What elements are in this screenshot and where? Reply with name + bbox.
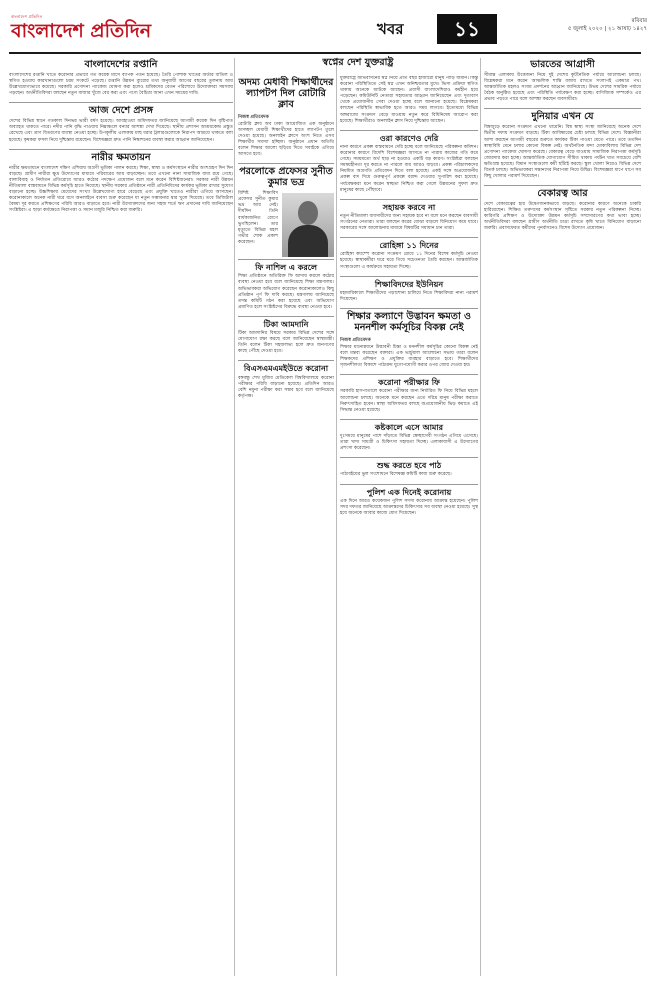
- logo-tagline: বাংলাদেশ প্রতিদিন: [11, 14, 43, 19]
- article[interactable]: [340, 280, 478, 303]
- article-body: এক দিনে আরও কয়েকজন পুলিশ সদস্য করোনায় আক্রান্ত হয়েছেন। পুলিশ সদর দফতর জানিয়েছে আক্রান্তদের চিকিৎসার সব ব্যবস্থা নেওয়া হয়েছে। সুস্থ হয়ে অনেকে আবার কাজে যোগ দিয়েছেন।: [340, 498, 478, 516]
- article[interactable]: [340, 76, 478, 125]
- divider: [9, 149, 233, 150]
- divider: [340, 308, 478, 309]
- article-body: টিকা আমদানির বিষয়ে সরকার বিভিন্ন দেশের সঙ্গে যোগাযোগ রক্ষা করছে বলে জানিয়েছেন স্বাস্থ্যমন্ত্রী। তিনি বলেন টিকা সহজলভ্য হলে দ্রুত জনগণের কাছে পৌঁছে দেওয়া হবে।: [238, 331, 334, 355]
- article-headline: রোহিঙ্গা ১১ দিনের: [379, 240, 439, 251]
- article-headline: শুদ্ধ করতে হবে পাঠ: [376, 460, 442, 471]
- divider: [340, 130, 478, 131]
- divider: [340, 199, 478, 200]
- article-body: সরকারি হাসপাতালে করোনা পরীক্ষার জন্য নির্ধারিত ফি নিয়ে বিভিন্ন মহলে আলোচনা চলছে। অনেকে মনে করছেন এতে দরিদ্র মানুষ পরীক্ষা করাতে নিরুৎসাহিত হবেন। স্বাস্থ্য অধিদফতর বলছে অপ্রয়োজনীয় ভিড় কমাতে এই সিদ্ধান্ত নেওয়া হয়েছে।: [340, 389, 478, 413]
- article[interactable]: [238, 263, 334, 311]
- column-1: [9, 58, 233, 976]
- article-headline: শিক্ষাবিদদের ইউনিয়ন: [374, 278, 444, 289]
- article-headline: পরলোকে প্রফেসর সুনীত কুমার ভদ্র: [239, 166, 333, 189]
- article-headline: ফি নাশিল এ করলে: [255, 262, 317, 273]
- masthead: [9, 6, 647, 54]
- article-headline: পুলিশ এক দিনেই করোনায়: [366, 486, 452, 497]
- portrait-head: [298, 201, 318, 225]
- article-headline: টিকা আমদানি: [263, 318, 309, 329]
- article-headline: কষ্টকালে এসে আমার: [374, 421, 444, 432]
- divider: [340, 237, 478, 238]
- article-headline: করোনা পরীক্ষার ফি: [378, 377, 440, 388]
- article-body: পাঠ্যবইয়ের ভুল সংশোধনে বিশেষজ্ঞ কমিটি কাজ শুরু করেছে।: [340, 472, 452, 478]
- divider: [238, 259, 334, 260]
- article-body: রোটারি ক্লাব অব ঢাকা আয়োজিত এক অনুষ্ঠানে অসচ্ছল মেধাবী শিক্ষার্থীদের হাতে ল্যাপটপ তুলে দেওয়া হয়েছে। অনলাইন ক্লাসে অংশ নিতে এসব শিক্ষার্থীর সমস্যা হচ্ছিল। অনুষ্ঠানে প্রধান অতিথি বলেন শিক্ষার আলো ছড়িয়ে দিতে সবাইকে এগিয়ে আসতে হবে।: [238, 121, 334, 158]
- issue-day: রবিবার: [631, 18, 647, 24]
- article[interactable]: [9, 153, 233, 215]
- divider: [340, 419, 478, 420]
- article-body: নতুন নীতিমালা ব্যবসায়ীদের জন্য সহায়ক হবে না বলে মনে করছেন ব্যবসায়ী সংগঠনের নেতারা। তারা বলছেন করের বোঝা বাড়লে বিনিয়োগ কমে যাবে। সরকারের সঙ্গে আলোচনার মাধ্যমে বিষয়টির সমাধান চান তারা।: [340, 213, 478, 232]
- divider: [238, 360, 334, 361]
- issue-date: [547, 18, 647, 34]
- article[interactable]: [340, 423, 478, 452]
- article-headline: শিক্ষার কল্যাণে উদ্ভাবন ক্ষমতা ও মননশীল কর্মসূচির বিকল্প নেই: [347, 311, 471, 333]
- article-headline: বাংলাদেশের রপ্তানি: [84, 59, 158, 70]
- article-body: দেশের বিভিন্ন স্থানে গতকাল দিনভর ভারী বর্ষণ হয়েছে। আবহাওয়া অধিদফতর জানিয়েছে আগামী কয়েক দিন বৃষ্টিপাত অব্যাহত থাকতে পারে। নদীর পানি বৃদ্ধি পাওয়ায় নিম্নাঞ্চলে বন্যার আশঙ্কা দেখা দিয়েছে। স্থানীয় প্রশাসন আশ্রয়কেন্দ্র প্রস্তুত রেখেছে এবং ত্রাণ বিতরণের ব্যবস্থা নেওয়া হচ্ছে। উপকূলীয় এলাকায় মাছ ধরার ট্রলারগুলোকে নিরাপদ আশ্রয়ে থাকতে বলা হয়েছে। কৃষকরা ফসল নিয়ে দুশ্চিন্তায় রয়েছেন। বিশেষজ্ঞরা দ্রুত পানি নিষ্কাশনের ব্যবস্থা করার আহ্বান জানিয়েছেন।: [9, 119, 233, 143]
- article-headline: ভারতের আগ্রাসী: [530, 59, 595, 70]
- column-rule: [336, 58, 337, 976]
- article-headline: ওরা কারণেও দেরি: [379, 132, 439, 143]
- article-body: দেশে বেকারত্বের হার উদ্বেগজনকভাবে বাড়ছে। করোনার কারণে অনেকে চাকরি হারিয়েছেন। শিক্ষিত তরুণদের কর্মসংস্থান সৃষ্টিতে সরকার নতুন পরিকল্পনা নিচ্ছে। কারিগরি প্রশিক্ষণ ও উদ্যোক্তা উন্নয়ন কর্মসূচি সম্প্রসারণের কথা ভাবা হচ্ছে। অর্থনীতিবিদরা বলছেন গ্রামীণ অর্থনীতি চাঙা রাখতে কৃষি খাতে বিনিয়োগ বাড়ানো জরুরি। প্রবাসফেরত কর্মীদের পুনর্বাসনেও বিশেষ উদ্যোগ প্রয়োজন।: [484, 202, 641, 232]
- section-badge: [377, 14, 497, 44]
- article[interactable]: [9, 106, 233, 143]
- article-headline: অদম্য মেধাবী শিক্ষার্থীদের ল্যাপটপ দিল রোটারি ক্লাব: [238, 77, 334, 110]
- article[interactable]: [340, 203, 478, 232]
- article-headline: আজ দেশে প্রসঙ্গ: [88, 105, 154, 117]
- article-headline: নারীর ক্ষমতায়ন: [91, 151, 151, 163]
- article-body: বঙ্গবন্ধু শেখ মুজিব মেডিকেল বিশ্ববিদ্যালয়ে করোনা পরীক্ষার পরিধি বাড়ানো হয়েছে। প্রতিদিন আরও বেশি নমুনা পরীক্ষা করা সম্ভব হবে বলে জানিয়েছে কর্তৃপক্ষ।: [238, 375, 334, 399]
- article-body: রোহিঙ্গা ক্যাম্পে করোনা সংক্রমণ রোধে ১১ দিনের বিশেষ কর্মসূচি নেওয়া হয়েছে। স্বাস্থ্যকর্মীরা ঘরে ঘরে গিয়ে সচেতনতা তৈরি করছেন। আন্তর্জাতিক সংস্থাগুলো এ কার্যক্রমে সহায়তা দিচ্ছে।: [340, 252, 478, 270]
- divider: [9, 102, 233, 103]
- divider: [238, 163, 334, 164]
- newspaper-logo[interactable]: [11, 14, 151, 41]
- column-rule: [234, 58, 235, 976]
- column-rule: [480, 58, 481, 976]
- article[interactable]: [484, 60, 641, 103]
- divider: [340, 276, 478, 277]
- article[interactable]: [340, 488, 478, 517]
- lead-body: যুক্তরাষ্ট্রে অভিবাসনের স্বপ্ন নিয়ে প্রতি বছর হাজারো মানুষ পাড়ি জমান। কিন্তু করোনা পরিস্থিতিতে সেই স্বপ্ন এখন অনিশ্চয়তার মুখে। ভিসা প্রক্রিয়া স্থগিত থাকায় অনেকে আটকে আছেন। প্রবাসী বাংলাদেশিরাও কর্মহীন হয়ে পড়েছেন। কমিউনিটি নেতারা সহায়তার আহ্বান জানিয়েছেন এবং দূতাবাস থেকে প্রয়োজনীয় সেবা দেওয়া হচ্ছে বলে জানানো হয়েছে। বিশ্লেষকরা বলছেন পরিস্থিতি স্বাভাবিক হতে আরও সময় লাগবে। ইতোমধ্যে বিভিন্ন অঙ্গরাজ্যে সংক্রমণ বেড়ে যাওয়ায় নতুন করে বিধিনিষেধ আরোপ করা হয়েছে। শিক্ষার্থীরাও অনলাইন ক্লাস নিয়ে দুশ্চিন্তায় আছেন।: [340, 76, 478, 124]
- lead-story-header[interactable]: [238, 58, 478, 69]
- article-body: মহামারিকালে শিক্ষার্থীদের পড়াশোনা চালিয়ে নিতে শিক্ষাবিদরা নানা পরামর্শ দিয়েছেন।: [340, 290, 478, 302]
- portrait-photo: [282, 193, 334, 257]
- article[interactable]: [340, 461, 478, 478]
- article-body: নানা কারণে প্রকল্প বাস্তবায়নে দেরি হচ্ছে বলে জানিয়েছে পরিকল্পনা কমিশন। করোনার কারণে বিদেশি বিশেষজ্ঞরা আসতে না পারায় কাজের গতি কমে গেছে। সময়মতো অর্থ ছাড় না হওয়াও একটি বড় কারণ। সংশ্লিষ্টরা বলছেন সমন্বয়হীনতা দূর করতে না পারলে ব্যয় আরও বাড়বে। প্রকল্প পরিচালকদের নিয়মিত অগ্রগতি প্রতিবেদন দিতে বলা হয়েছে। একই সঙ্গে অপ্রয়োজনীয় প্রকল্প বাদ দিয়ে গুরুত্বপূর্ণ প্রকল্পে বরাদ্দ দেওয়ার সুপারিশ করা হয়েছে। পর্যবেক্ষকরা মনে করেন স্বচ্ছতা নিশ্চিত করা গেলে উন্নয়নের সুফল দ্রুত মানুষের কাছে পৌঁছাবে।: [340, 144, 478, 193]
- column-3: [340, 76, 478, 976]
- issue-date-line: ৫ জুলাই ২০২০ | ২১ আষাঢ় ১৪২৭: [567, 26, 647, 32]
- portrait-torso: [288, 225, 328, 257]
- article-headline: বেকারত্ব আর: [537, 188, 588, 200]
- article-body: শিক্ষা প্রতিষ্ঠানে অতিরিক্ত ফি আদায় করলে কঠোর ব্যবস্থা নেওয়া হবে বলে জানিয়েছে শিক্ষা মন্ত্রণালয়। অভিভাবকরা অভিযোগ করেছেন করোনাকালেও কিছু প্রতিষ্ঠান পূর্ণ ফি দাবি করছে। মন্ত্রণালয় জানিয়েছে তদন্ত কমিটি গঠন করা হয়েছে এবং অভিযোগ প্রমাণিত হলে সংশ্লিষ্টদের বিরুদ্ধে ব্যবস্থা নেওয়া হবে।: [238, 274, 334, 310]
- column-2: [238, 76, 334, 976]
- divider: [484, 185, 641, 186]
- logo-text: বাংলাদেশ প্রতিদিন: [11, 20, 152, 42]
- article-body: শিক্ষার মানোন্নয়নে উদ্ভাবনী চিন্তা ও মননশীল কর্মসূচির কোনো বিকল্প নেই বলে মন্তব্য করেছেন বক্তারা। এক ভার্চুয়াল আলোচনা সভায় তারা বলেন শিক্ষকদের প্রশিক্ষণ ও প্রযুক্তির ব্যবহার বাড়াতে হবে। শিক্ষার্থীদের সৃজনশীলতা বিকাশে পাঠ্যক্রম যুগোপযোগী করার ওপর জোর দেওয়া হয়।: [340, 344, 478, 369]
- article-headline: সহায়ক করবে না: [382, 201, 436, 212]
- divider: [484, 108, 641, 109]
- article[interactable]: [9, 60, 233, 97]
- article[interactable]: [238, 167, 334, 246]
- article[interactable]: [340, 378, 478, 414]
- article-headline: বিএসএমএমইউতে করোনা: [243, 363, 329, 374]
- article-body: দুঃসময়ে মানুষের পাশে দাঁড়াতে বিভিন্ন স্বেচ্ছাসেবী সংগঠন এগিয়ে এসেছে। তারা খাদ্য সামগ্রী ও চিকিৎসা সহায়তা দিচ্ছে। এলাকাবাসী এ উদ্যোগের প্রশংসা করেছেন।: [340, 433, 478, 452]
- article[interactable]: [238, 320, 334, 356]
- article[interactable]: [340, 312, 478, 369]
- article-headline: দুনিয়ার এখন যে: [531, 111, 594, 123]
- article-byline: নিজস্ব প্রতিবেদক: [340, 337, 371, 343]
- article-body: সীমান্ত এলাকায় উত্তেজনা নিয়ে দুই দেশের কূটনৈতিক পর্যায়ে আলোচনা চলছে। বিশ্লেষকরা মনে করেন আঞ্চলিক শান্তি বজায় রাখতে সংলাপই একমাত্র পথ। আন্তর্জাতিক মহলও সংযম প্রদর্শনের আহ্বান জানিয়েছে। উভয় দেশের সামরিক পর্যায়ে বৈঠক অনুষ্ঠিত হয়েছে এবং পরিস্থিতি পর্যবেক্ষণ করা হচ্ছে। বাণিজ্যিক সম্পর্কেও এর প্রভাব পড়তে পারে বলে আশঙ্কা করছেন ব্যবসায়ীরা।: [484, 72, 641, 103]
- article-body: নারীর ক্ষমতায়নে বাংলাদেশ দক্ষিণ এশিয়ায় অগ্রণী ভূমিকা পালন করছে। শিক্ষা, স্বাস্থ্য ও কর্মসংস্থানে নারীর অংশগ্রহণ দিন দিন বাড়ছে। গ্রামীণ নারীরা ক্ষুদ্র উদ্যোগের মাধ্যমে পরিবারের আয় বাড়াচ্ছেন। তবে এখনো নানা সামাজিক বাধা রয়ে গেছে। বাল্যবিবাহ ও নির্যাতন প্রতিরোধে আরও কঠোর পদক্ষেপ প্রয়োজন বলে মনে করেন বিশিষ্টজনেরা। সরকার নারী উন্নয়ন নীতিমালা বাস্তবায়নে বিভিন্ন কর্মসূচি হাতে নিয়েছে। স্থানীয় সরকার প্রতিষ্ঠানে নারী প্রতিনিধিদের কার্যকর ভূমিকা রাখার সুযোগ বাড়ানো হচ্ছে। উচ্চশিক্ষায় মেয়েদের সংখ্যা উল্লেখযোগ্য হারে বেড়েছে এবং প্রযুক্তি খাতেও নারীরা এগিয়ে আসছেন। করোনাকালে অনেক নারী ঘরে বসে অনলাইনে ব্যবসা শুরু করেছেন যা নতুন সম্ভাবনার দ্বার খুলে দিয়েছে। তবে ডিজিটাল বৈষম্য দূর করতে প্রশিক্ষণের পরিধি আরও বাড়াতে হবে। নারী উদ্যোক্তাদের জন্য সহজ শর্তে ঋণ প্রদানের দাবি জানিয়েছেন সংশ্লিষ্টরা। এ ছাড়া কর্মক্ষেত্রে নিরাপত্তা ও সমান মজুরি নিশ্চিত করা জরুরি।: [9, 165, 233, 214]
- article-body: বিশ্বজুড়ে করোনা সংক্রমণ এখনো থামেনি। বিশ্ব স্বাস্থ্য সংস্থা জানিয়েছে অনেক দেশে দ্বিতীয় দফায় সংক্রমণ বাড়ছে। টিকা আবিষ্কারের চেষ্টা চলছে বিভিন্ন দেশে। বিজ্ঞানীরা আশা করছেন আগামী বছরের শুরুতে কার্যকর টিকা পাওয়া যেতে পারে। তবে ততদিন স্বাস্থ্যবিধি মেনে চলার কোনো বিকল্প নেই। অর্থনৈতিক মন্দা মোকাবিলায় বিভিন্ন দেশ প্রণোদনা প্যাকেজ ঘোষণা করেছে। বেকারত্ব বেড়ে যাওয়ায় সামাজিক নিরাপত্তা কর্মসূচি জোরদার করা হচ্ছে। আন্তর্জাতিক যোগাযোগ সীমিত থাকায় পর্যটন খাত সবচেয়ে বেশি ক্ষতিগ্রস্ত হয়েছে। বিমান সংস্থাগুলো কর্মী ছাঁটাই করছে। স্কুল খোলা নিয়েও বিভিন্ন দেশে বিতর্ক চলছে। অভিভাবকরা সন্তানদের নিরাপত্তা নিয়ে উদ্বিগ্ন। বিশেষজ্ঞরা ধাপে ধাপে সব কিছু খোলার পরামর্শ দিয়েছেন।: [484, 125, 641, 180]
- lead-headline: স্বপ্নের দেশ যুক্তরাষ্ট্র: [322, 57, 394, 68]
- article[interactable]: [484, 189, 641, 232]
- divider: [340, 457, 478, 458]
- article[interactable]: [238, 364, 334, 400]
- article[interactable]: [340, 134, 478, 194]
- divider: [238, 316, 334, 317]
- article[interactable]: [340, 241, 478, 270]
- page-number: ১১: [437, 14, 497, 44]
- column-4: [484, 58, 641, 976]
- article[interactable]: [484, 112, 641, 180]
- article[interactable]: [238, 78, 334, 158]
- section-name: খবর: [377, 20, 404, 38]
- divider: [340, 374, 478, 375]
- article-body: বাংলাদেশের রপ্তানি খাতে করোনার প্রভাবে গত কয়েক মাসে ব্যাপক পতন হয়েছে। তৈরি পোশাক খাতের অর্ডার বাতিল ও স্থগিত হওয়ায় কারখানাগুলো চরম সংকটে পড়েছে। রপ্তানি উন্নয়ন ব্যুরোর তথ্য অনুযায়ী আগের বছরের তুলনায় আয় উল্লেখযোগ্যভাবে কমেছে। সরকারি প্রণোদনা প্যাকেজ ঘোষণা করা হলেও শ্রমিকদের বেতন পরিশোধে উদ্যোক্তারা সমস্যায় পড়ছেন। অর্থনীতিবিদরা বলছেন নতুন বাজার খুঁজে বের করা এবং পণ্যে বৈচিত্র্য আনা এখন সময়ের দাবি।: [9, 72, 233, 97]
- divider: [340, 484, 478, 485]
- article-body: বিশিষ্ট শিক্ষাবিদ প্রফেসর সুনীত কুমার ভদ্র আর নেই। দীর্ঘদিন তিনি বার্ধক্যজনিত রোগে ভুগছিলেন। তার মৃত্যুতে বিভিন্ন মহল গভীর শোক প্রকাশ করেছেন।: [238, 191, 278, 245]
- article-byline: নিজস্ব প্রতিবেদক: [238, 114, 269, 120]
